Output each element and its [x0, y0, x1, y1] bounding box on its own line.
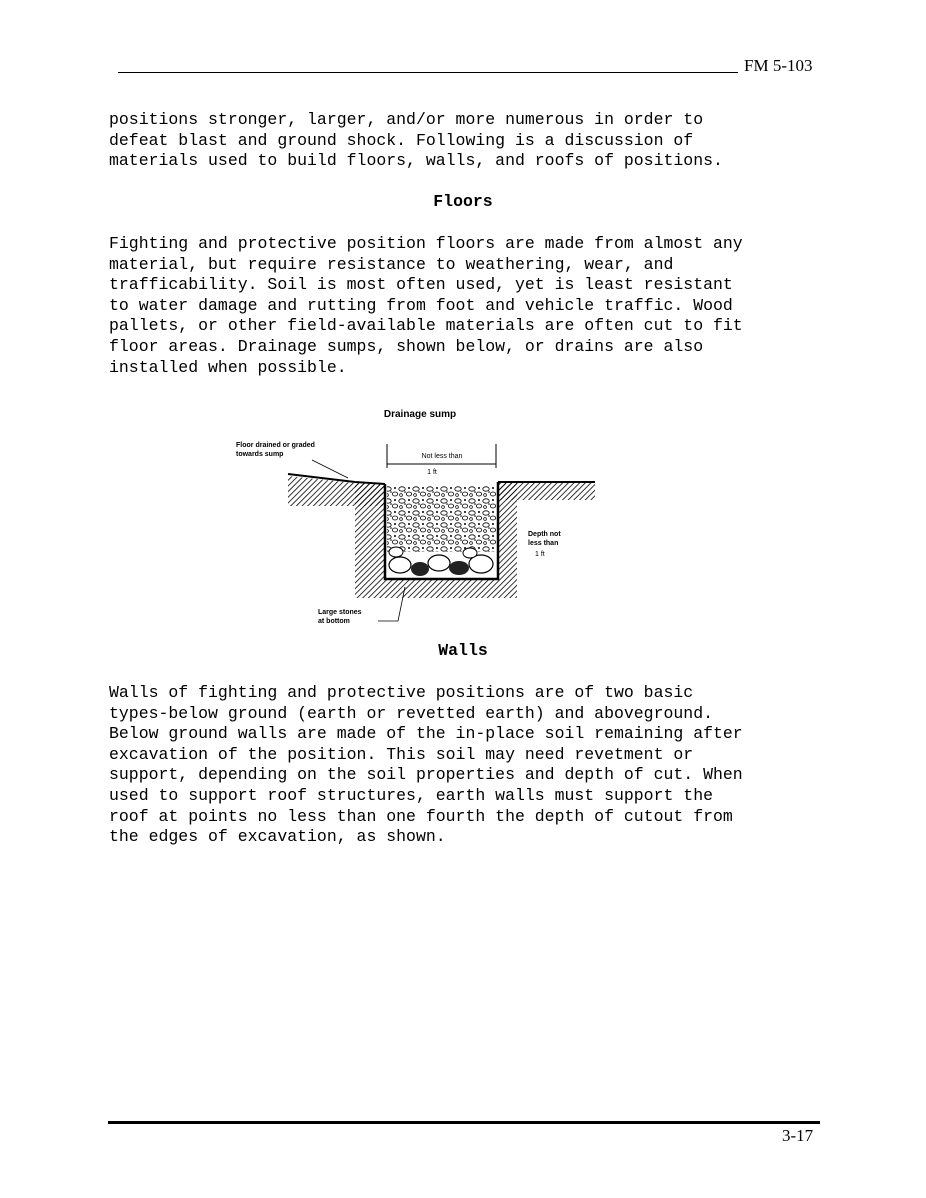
stones-label-line2: at bottom — [318, 618, 350, 625]
stones-label-line1: Large stones — [318, 609, 362, 616]
depth-label-line3: 1 ft — [535, 551, 545, 558]
floor-label-line2: towards sump — [236, 451, 284, 458]
header-rule — [118, 72, 738, 73]
floors-heading: Floors — [433, 192, 493, 211]
depth-label-line2: less than — [528, 540, 559, 547]
floor-leader-line — [312, 460, 348, 478]
walls-heading: Walls — [438, 641, 488, 660]
footer-rule — [108, 1121, 820, 1124]
figure-title: Drainage sump — [383, 409, 457, 420]
page-number: 3-17 — [782, 1126, 814, 1145]
drainage-sump-figure — [230, 402, 610, 630]
document-id: FM 5-103 — [744, 56, 813, 75]
width-label-line1: Not less than — [421, 453, 463, 460]
floor-label-line1: Floor drained or graded — [236, 442, 315, 449]
width-label-line2: 1 ft — [427, 469, 437, 476]
intro-paragraph: positions stronger, larger, and/or more numerous in order to defeat blast and ground shock. Following is a discussion of materials used to build floors, walls, and roofs of positions. — [109, 110, 723, 171]
floors-paragraph: Fighting and protective position floors are made from almost any material, but require resistance to weathering, wear, and trafficability. Soil is most often used, yet is least resistant to water damage and rutting from foot and vehicle traffic. Wood pallets, or other field-available materials are often cut to fit floor areas. Drainage sumps, shown below, or drains are also installed when possible. — [109, 234, 743, 377]
depth-label-line1: Depth not — [528, 531, 561, 538]
walls-paragraph: Walls of fighting and protective positions are of two basic types-below ground (earth or revetted earth) and aboveground. Below ground walls are made of the in-place soil remaining after excavation of the position. This soil may need revetment or support, depending on the soil properties and depth of cut. When used to support roof structures, earth walls must support the roof at points no less than one fourth the depth of cutout from the edges of excavation, as shown. — [109, 683, 743, 847]
